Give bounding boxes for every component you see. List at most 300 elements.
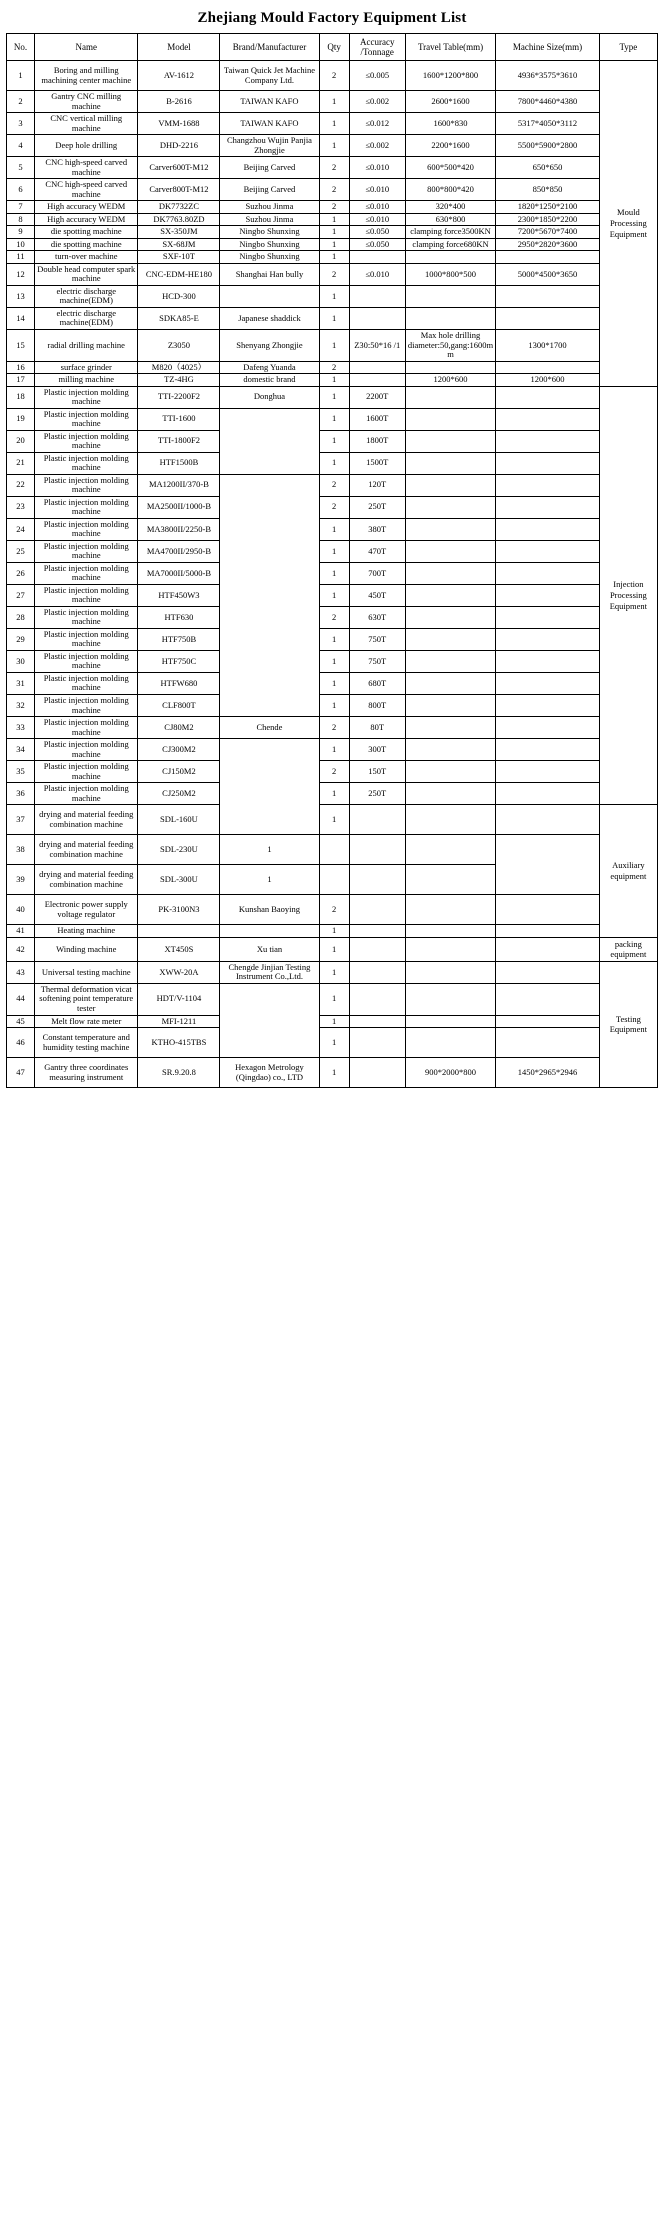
cell-travel: 1600*830 — [405, 113, 496, 135]
cell-travel — [405, 307, 496, 329]
cell-brand: Donghua — [220, 386, 319, 408]
cell-model: Carver600T-M12 — [138, 157, 220, 179]
cell-no: 31 — [7, 672, 35, 694]
cell-brand: TAIWAN KAFO — [220, 91, 319, 113]
table-row — [7, 452, 658, 474]
cell-name: electric discharge machine(EDM) — [35, 285, 138, 307]
cell-travel — [405, 937, 496, 961]
cell-brand: Ningbo Shunxing — [220, 251, 319, 264]
cell-type: Injection Processing Equipment — [599, 386, 657, 805]
cell-model: CJ150M2 — [138, 761, 220, 783]
cell-qty: 2 — [319, 263, 349, 285]
cell-accuracy: 1600T — [349, 408, 405, 430]
cell-model: HTFW680 — [138, 672, 220, 694]
cell-size: 5000*4500*3650 — [496, 263, 599, 285]
cell-name: Melt flow rate meter — [35, 1015, 138, 1028]
cell-qty: 2 — [319, 895, 349, 925]
cell-accuracy — [349, 374, 405, 387]
cell-accuracy — [349, 1058, 405, 1088]
table-row — [7, 606, 658, 628]
cell-model: CNC-EDM-HE180 — [138, 263, 220, 285]
cell-brand: Ningbo Shunxing — [220, 226, 319, 239]
cell-brand — [220, 408, 319, 474]
cell-model: MA1200II/370-B — [138, 474, 220, 496]
cell-model: SXF-10T — [138, 251, 220, 264]
cell-model: XWW-20A — [138, 961, 220, 983]
cell-qty: 1 — [319, 226, 349, 239]
cell-travel — [405, 408, 496, 430]
table-row — [7, 91, 658, 113]
cell-model: SDL-160U — [138, 805, 220, 835]
cell-brand — [220, 285, 319, 307]
cell-travel — [405, 739, 496, 761]
cell-model: DHD-2216 — [138, 135, 220, 157]
cell-qty: 1 — [319, 695, 349, 717]
table-row — [7, 496, 658, 518]
cell-qty: 1 — [319, 430, 349, 452]
table-row — [7, 761, 658, 783]
cell-size: 5317*4050*3112 — [496, 113, 599, 135]
cell-brand: Dafeng Yuanda — [220, 361, 319, 374]
cell-qty: 1 — [319, 374, 349, 387]
table-row — [7, 672, 658, 694]
cell-travel — [405, 606, 496, 628]
cell-no: 40 — [7, 895, 35, 925]
table-row — [7, 805, 658, 835]
cell-brand: Beijing Carved — [220, 157, 319, 179]
cell-name: Constant temperature and humidity testing machine — [35, 1028, 138, 1058]
cell-accuracy: 150T — [349, 761, 405, 783]
cell-no: 36 — [7, 783, 35, 805]
cell-accuracy: 1800T — [349, 430, 405, 452]
cell-accuracy — [349, 961, 405, 983]
cell-qty: 1 — [319, 251, 349, 264]
cell-name: Thermal deformation vicat softening point temperature tester — [35, 983, 138, 1015]
cell-no: 2 — [7, 91, 35, 113]
cell-name: electric discharge machine(EDM) — [35, 307, 138, 329]
cell-accuracy: 80T — [349, 717, 405, 739]
cell-travel: clamping force680KN — [405, 238, 496, 251]
cell-qty: 1 — [220, 835, 319, 865]
cell-qty: 1 — [319, 408, 349, 430]
cell-model: DK7732ZC — [138, 201, 220, 214]
cell-no: 32 — [7, 695, 35, 717]
table-row — [7, 865, 658, 895]
cell-size — [496, 961, 599, 983]
cell-name: milling machine — [35, 374, 138, 387]
cell-accuracy: 470T — [349, 540, 405, 562]
cell-no: 41 — [7, 925, 35, 938]
cell-name: Plastic injection molding machine — [35, 761, 138, 783]
cell-model: SDL-230U — [138, 835, 220, 865]
cell-no: 16 — [7, 361, 35, 374]
cell-no: 10 — [7, 238, 35, 251]
cell-brand: Chengde Jinjian Testing Instrument Co.,Ltd. — [220, 961, 319, 983]
cell-accuracy — [349, 937, 405, 961]
cell-accuracy — [349, 925, 405, 938]
cell-travel — [349, 865, 405, 895]
cell-no: 12 — [7, 263, 35, 285]
cell-size — [496, 1015, 599, 1028]
cell-model: Carver800T-M12 — [138, 179, 220, 201]
cell-qty: 1 — [319, 961, 349, 983]
table-row — [7, 895, 658, 925]
cell-size — [405, 835, 496, 865]
cell-no: 35 — [7, 761, 35, 783]
cell-model: CJ300M2 — [138, 739, 220, 761]
cell-qty: 2 — [319, 606, 349, 628]
cell-model: HTF750C — [138, 650, 220, 672]
cell-no: 18 — [7, 386, 35, 408]
cell-travel: 2200*1600 — [405, 135, 496, 157]
cell-name: Plastic injection molding machine — [35, 430, 138, 452]
cell-travel — [405, 1028, 496, 1058]
cell-name: Plastic injection molding machine — [35, 717, 138, 739]
cell-name: Boring and milling machining center machine — [35, 61, 138, 91]
cell-model: AV-1612 — [138, 61, 220, 91]
table-row — [7, 285, 658, 307]
cell-travel — [405, 251, 496, 264]
cell-no: 45 — [7, 1015, 35, 1028]
cell-no: 29 — [7, 628, 35, 650]
table-row — [7, 307, 658, 329]
table-row — [7, 113, 658, 135]
cell-model: DK7763.80ZD — [138, 213, 220, 226]
cell-name: High accuracy WEDM — [35, 201, 138, 214]
cell-travel — [405, 562, 496, 584]
header-row — [7, 34, 658, 61]
cell-no: 15 — [7, 329, 35, 361]
cell-name: Plastic injection molding machine — [35, 408, 138, 430]
cell-type: Mould Processing Equipment — [599, 61, 657, 386]
table-row — [7, 1058, 658, 1088]
cell-accuracy — [349, 285, 405, 307]
cell-size: 1200*600 — [496, 374, 599, 387]
cell-size: 850*850 — [496, 179, 599, 201]
cell-no: 13 — [7, 285, 35, 307]
cell-model: MA2500II/1000-B — [138, 496, 220, 518]
cell-accuracy — [349, 251, 405, 264]
cell-qty: 1 — [319, 739, 349, 761]
cell-size — [496, 1028, 599, 1058]
cell-model: KTHO-415TBS — [138, 1028, 220, 1058]
cell-accuracy: ≤0.002 — [349, 135, 405, 157]
cell-name: High accuracy WEDM — [35, 213, 138, 226]
cell-no: 7 — [7, 201, 35, 214]
table-row — [7, 518, 658, 540]
cell-brand: Hexagon Metrology (Qingdao) co., LTD — [220, 1058, 319, 1088]
column-header-qty: Qty — [319, 34, 349, 61]
cell-no: 25 — [7, 540, 35, 562]
cell-accuracy — [349, 983, 405, 1015]
cell-accuracy: 800T — [349, 695, 405, 717]
cell-size: 2950*2820*3600 — [496, 238, 599, 251]
cell-no: 39 — [7, 865, 35, 895]
cell-qty: 1 — [319, 238, 349, 251]
cell-name: Plastic injection molding machine — [35, 695, 138, 717]
column-header-no: No. — [7, 34, 35, 61]
cell-travel — [405, 496, 496, 518]
cell-name: Plastic injection molding machine — [35, 672, 138, 694]
cell-accuracy: ≤0.050 — [349, 226, 405, 239]
cell-no: 26 — [7, 562, 35, 584]
cell-model: TTI-2200F2 — [138, 386, 220, 408]
cell-size: 7800*4460*4380 — [496, 91, 599, 113]
table-row — [7, 361, 658, 374]
cell-qty: 2 — [319, 201, 349, 214]
cell-travel — [405, 695, 496, 717]
cell-name: Plastic injection molding machine — [35, 628, 138, 650]
cell-model: CJ250M2 — [138, 783, 220, 805]
cell-accuracy: ≤0.010 — [349, 179, 405, 201]
cell-qty: 1 — [319, 783, 349, 805]
cell-travel: Max hole drilling diameter:50,gang:1600mm — [405, 329, 496, 361]
cell-qty: 1 — [319, 113, 349, 135]
cell-travel — [405, 925, 496, 938]
cell-size — [496, 307, 599, 329]
table-header — [7, 34, 658, 61]
cell-accuracy — [349, 307, 405, 329]
table-row — [7, 213, 658, 226]
table-body — [7, 61, 658, 1088]
table-row — [7, 783, 658, 805]
cell-accuracy: Z30:50*16 /1 — [349, 329, 405, 361]
cell-brand — [220, 925, 319, 938]
cell-travel — [405, 474, 496, 496]
cell-no: 44 — [7, 983, 35, 1015]
cell-qty: 1 — [319, 518, 349, 540]
cell-accuracy: 300T — [349, 739, 405, 761]
cell-size — [496, 408, 599, 430]
cell-name: Plastic injection molding machine — [35, 650, 138, 672]
cell-accuracy — [349, 1015, 405, 1028]
cell-no: 20 — [7, 430, 35, 452]
cell-type: packing equipment — [599, 937, 657, 961]
cell-size — [496, 518, 599, 540]
cell-qty: 2 — [319, 496, 349, 518]
cell-brand: Taiwan Quick Jet Machine Company Ltd. — [220, 61, 319, 91]
table-row — [7, 717, 658, 739]
cell-accuracy: 680T — [349, 672, 405, 694]
column-header-brand: Brand/Manufacturer — [220, 34, 319, 61]
table-row — [7, 739, 658, 761]
cell-accuracy: 120T — [349, 474, 405, 496]
table-row — [7, 983, 658, 1015]
table-row — [7, 925, 658, 938]
cell-no: 9 — [7, 226, 35, 239]
table-row — [7, 474, 658, 496]
table-row — [7, 540, 658, 562]
table-row — [7, 226, 658, 239]
table-row — [7, 1028, 658, 1058]
column-header-accuracy: Accuracy /Tonnage — [349, 34, 405, 61]
cell-brand: Suzhou Jinma — [220, 201, 319, 214]
cell-model: TTI-1600 — [138, 408, 220, 430]
cell-accuracy: 750T — [349, 650, 405, 672]
cell-size: 650*650 — [496, 157, 599, 179]
column-header-size: Machine Size(mm) — [496, 34, 599, 61]
cell-size — [496, 285, 599, 307]
cell-type: Testing Equipment — [599, 961, 657, 1087]
table-row — [7, 251, 658, 264]
table-row — [7, 961, 658, 983]
table-row — [7, 374, 658, 387]
cell-qty: 1 — [319, 628, 349, 650]
cell-qty: 1 — [319, 1015, 349, 1028]
cell-name: Plastic injection molding machine — [35, 386, 138, 408]
cell-qty: 2 — [319, 361, 349, 374]
cell-travel — [405, 1015, 496, 1028]
table-row — [7, 937, 658, 961]
cell-no: 46 — [7, 1028, 35, 1058]
cell-no: 4 — [7, 135, 35, 157]
cell-accuracy: 1500T — [349, 452, 405, 474]
cell-no: 19 — [7, 408, 35, 430]
cell-size: 2300*1850*2200 — [496, 213, 599, 226]
cell-qty: 1 — [220, 865, 319, 895]
cell-qty: 1 — [319, 540, 349, 562]
table-row — [7, 179, 658, 201]
cell-accuracy: 700T — [349, 562, 405, 584]
cell-brand: Xu tian — [220, 937, 319, 961]
cell-travel: clamping force3500KN — [405, 226, 496, 239]
cell-travel — [405, 584, 496, 606]
cell-brand — [220, 983, 319, 1057]
cell-size — [496, 540, 599, 562]
cell-no: 8 — [7, 213, 35, 226]
cell-accuracy — [319, 865, 349, 895]
table-row — [7, 562, 658, 584]
cell-accuracy: ≤0.050 — [349, 238, 405, 251]
cell-name: drying and material feeding combination machine — [35, 865, 138, 895]
cell-qty: 1 — [319, 925, 349, 938]
cell-no: 27 — [7, 584, 35, 606]
cell-type: Auxiliary equipment — [599, 805, 657, 938]
cell-size — [496, 983, 599, 1015]
cell-size: 1450*2965*2946 — [496, 1058, 599, 1088]
table-row — [7, 408, 658, 430]
cell-name: Plastic injection molding machine — [35, 562, 138, 584]
cell-model: CLF800T — [138, 695, 220, 717]
cell-name: Plastic injection molding machine — [35, 584, 138, 606]
cell-travel — [405, 285, 496, 307]
cell-accuracy: 750T — [349, 628, 405, 650]
cell-travel — [405, 805, 496, 835]
cell-accuracy: ≤0.005 — [349, 61, 405, 91]
cell-accuracy — [349, 805, 405, 835]
cell-accuracy: 450T — [349, 584, 405, 606]
cell-accuracy: ≤0.010 — [349, 213, 405, 226]
cell-model: SX-350JM — [138, 226, 220, 239]
cell-no: 6 — [7, 179, 35, 201]
cell-name: drying and material feeding combination machine — [35, 805, 138, 835]
cell-brand: Shanghai Han bully — [220, 263, 319, 285]
cell-name: Winding machine — [35, 937, 138, 961]
column-header-name: Name — [35, 34, 138, 61]
cell-brand: domestic brand — [220, 374, 319, 387]
cell-no: 23 — [7, 496, 35, 518]
cell-name: drying and material feeding combination machine — [35, 835, 138, 865]
cell-travel — [405, 540, 496, 562]
cell-no: 33 — [7, 717, 35, 739]
cell-no: 5 — [7, 157, 35, 179]
cell-brand — [220, 474, 319, 716]
cell-model: MA4700II/2950-B — [138, 540, 220, 562]
cell-size — [405, 865, 496, 895]
cell-model: MA3800II/2250-B — [138, 518, 220, 540]
cell-name: Universal testing machine — [35, 961, 138, 983]
cell-qty: 1 — [319, 386, 349, 408]
cell-no: 34 — [7, 739, 35, 761]
cell-accuracy — [349, 895, 405, 925]
cell-size: 4936*3575*3610 — [496, 61, 599, 91]
cell-model: SR.9.20.8 — [138, 1058, 220, 1088]
equipment-table — [6, 33, 658, 1088]
cell-name: Heating machine — [35, 925, 138, 938]
cell-travel — [349, 835, 405, 865]
cell-name: Plastic injection molding machine — [35, 474, 138, 496]
cell-name: CNC high-speed carved machine — [35, 179, 138, 201]
cell-qty: 1 — [319, 213, 349, 226]
cell-no: 11 — [7, 251, 35, 264]
cell-name: Electronic power supply voltage regulator — [35, 895, 138, 925]
cell-brand: Chende — [220, 717, 319, 739]
cell-travel — [405, 650, 496, 672]
cell-size — [496, 805, 599, 835]
cell-travel — [405, 895, 496, 925]
cell-qty: 2 — [319, 761, 349, 783]
cell-qty: 2 — [319, 157, 349, 179]
cell-name: CNC vertical milling machine — [35, 113, 138, 135]
cell-accuracy: ≤0.010 — [349, 201, 405, 214]
cell-accuracy — [319, 835, 349, 865]
cell-name: die spotting machine — [35, 226, 138, 239]
cell-brand: Suzhou Jinma — [220, 213, 319, 226]
cell-name: Gantry CNC milling machine — [35, 91, 138, 113]
cell-brand: Japanese shaddick — [220, 307, 319, 329]
cell-travel — [405, 961, 496, 983]
cell-travel: 1000*800*500 — [405, 263, 496, 285]
cell-no: 3 — [7, 113, 35, 135]
cell-size — [496, 251, 599, 264]
cell-accuracy: 250T — [349, 496, 405, 518]
cell-brand: Changzhou Wujin Panjia Zhongjie — [220, 135, 319, 157]
cell-qty: 1 — [319, 285, 349, 307]
cell-no: 37 — [7, 805, 35, 835]
table-row — [7, 835, 658, 865]
cell-size — [496, 717, 599, 739]
cell-qty: 2 — [319, 717, 349, 739]
cell-size — [496, 895, 599, 925]
cell-travel: 630*800 — [405, 213, 496, 226]
cell-size: 1820*1250*2100 — [496, 201, 599, 214]
cell-qty: 1 — [319, 1058, 349, 1088]
cell-model: M820（4025） — [138, 361, 220, 374]
cell-size — [496, 430, 599, 452]
cell-model: HTF750B — [138, 628, 220, 650]
cell-no: 24 — [7, 518, 35, 540]
cell-qty: 1 — [319, 584, 349, 606]
cell-model: MFI-1211 — [138, 1015, 220, 1028]
cell-travel — [405, 430, 496, 452]
cell-model: SDKA85-E — [138, 307, 220, 329]
cell-size — [496, 452, 599, 474]
cell-name: Plastic injection molding machine — [35, 452, 138, 474]
cell-model: SDL-300U — [138, 865, 220, 895]
cell-qty: 1 — [319, 452, 349, 474]
cell-model: SX-68JM — [138, 238, 220, 251]
cell-travel — [405, 761, 496, 783]
